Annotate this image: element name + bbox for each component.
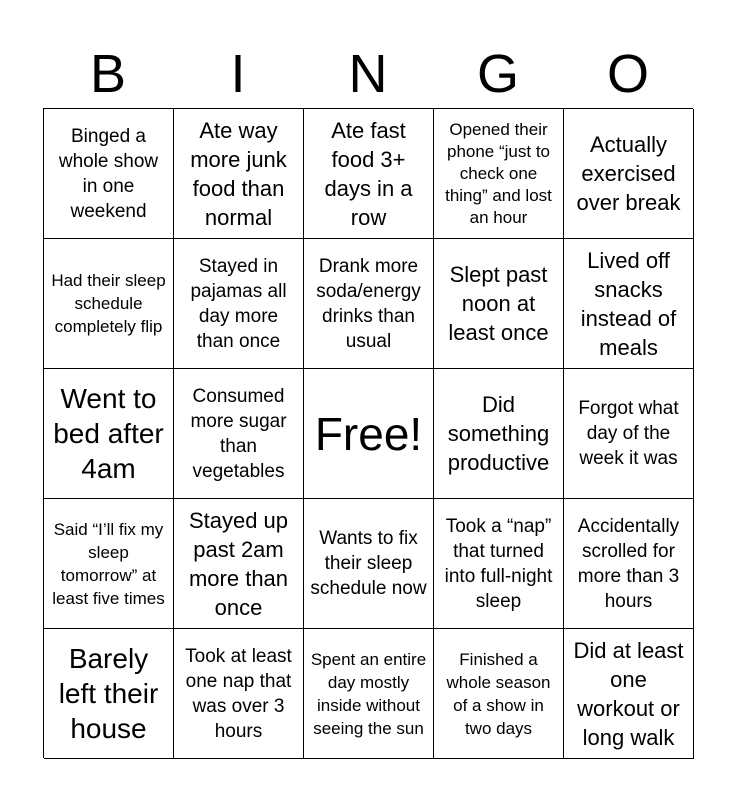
bingo-cell[interactable] (304, 109, 434, 239)
bingo-cell-text: Went to bed after 4am (53, 383, 164, 484)
header-letter-b: B (89, 44, 127, 104)
header-letter-g: G (476, 44, 519, 104)
bingo-cell-text: Consumed more sugar than vegetables (190, 385, 287, 482)
bingo-cell[interactable] (564, 499, 694, 629)
free-space-label: Free! (314, 407, 423, 460)
bingo-header (43, 40, 693, 108)
bingo-cell[interactable] (44, 109, 174, 239)
bingo-cell-text: Barely left their house (58, 643, 159, 744)
bingo-cell-text: Actually exercised over break (576, 132, 681, 215)
bingo-cell-text: Said “I’ll fix my sleep tomorrow” at least five times (52, 519, 165, 608)
bingo-cell-text: Ate way more junk food than normal (190, 117, 287, 230)
header-letter-i: I (230, 44, 246, 104)
bingo-cell[interactable] (434, 499, 564, 629)
bingo-cell-text: Drank more soda/energy drinks than usual (316, 255, 421, 352)
bingo-cell[interactable] (434, 629, 564, 759)
bingo-cell[interactable] (44, 629, 174, 759)
bingo-cell-text: Had their sleep schedule completely flip (51, 271, 166, 336)
bingo-cell[interactable] (44, 369, 174, 499)
bingo-cell-text: Slept past noon at least once (448, 262, 549, 345)
bingo-cell-text: Forgot what day of the week it was (578, 398, 679, 469)
bingo-cell-text: Did at least one workout or long walk (573, 637, 684, 750)
bingo-cell[interactable] (44, 499, 174, 629)
bingo-cell-text: Finished a whole season of a show in two days (446, 649, 551, 738)
bingo-cell-text: Wants to fix their sleep schedule now (310, 528, 427, 599)
bingo-cell[interactable] (304, 499, 434, 629)
bingo-cell[interactable] (174, 499, 304, 629)
bingo-cell-text: Took a “nap” that turned into full-night sleep (444, 515, 553, 612)
header-letter-n: N (348, 44, 388, 104)
bingo-cell-text: Stayed in pajamas all day more than once (190, 255, 287, 352)
bingo-cell[interactable] (564, 109, 694, 239)
bingo-cell[interactable] (174, 109, 304, 239)
header-letter-o: O (606, 44, 649, 104)
bingo-cell[interactable] (564, 239, 694, 369)
bingo-cell-text: Lived off snacks instead of meals (580, 247, 677, 360)
bingo-cell[interactable] (304, 629, 434, 759)
bingo-cell[interactable] (44, 239, 174, 369)
bingo-cell[interactable] (304, 239, 434, 369)
bingo-cell[interactable] (434, 369, 564, 499)
bingo-cell-text: Ate fast food 3+ days in a row (324, 117, 413, 230)
bingo-cell[interactable] (434, 239, 564, 369)
bingo-cell-text: Binged a whole show in one weekend (58, 125, 159, 222)
bingo-cell-text: Did something productive (447, 392, 550, 475)
bingo-cell-text: Took at least one nap that was over 3 hours (185, 645, 292, 742)
bingo-board (43, 108, 693, 758)
bingo-cell[interactable] (174, 369, 304, 499)
bingo-cell-text: Stayed up past 2am more than once (188, 507, 289, 620)
bingo-cell[interactable] (434, 109, 564, 239)
bingo-cell[interactable] (564, 369, 694, 499)
bingo-cell-text: Accidentally scrolled for more than 3 hours (577, 515, 680, 612)
bingo-cell-free[interactable] (304, 369, 434, 499)
bingo-cell-text: Spent an entire day mostly inside without seeing the sun (310, 649, 427, 738)
bingo-cell-text: Opened their phone “just to check one thing” and lost an hour (445, 119, 552, 227)
bingo-cell[interactable] (564, 629, 694, 759)
bingo-cell[interactable] (174, 239, 304, 369)
bingo-cell[interactable] (174, 629, 304, 759)
